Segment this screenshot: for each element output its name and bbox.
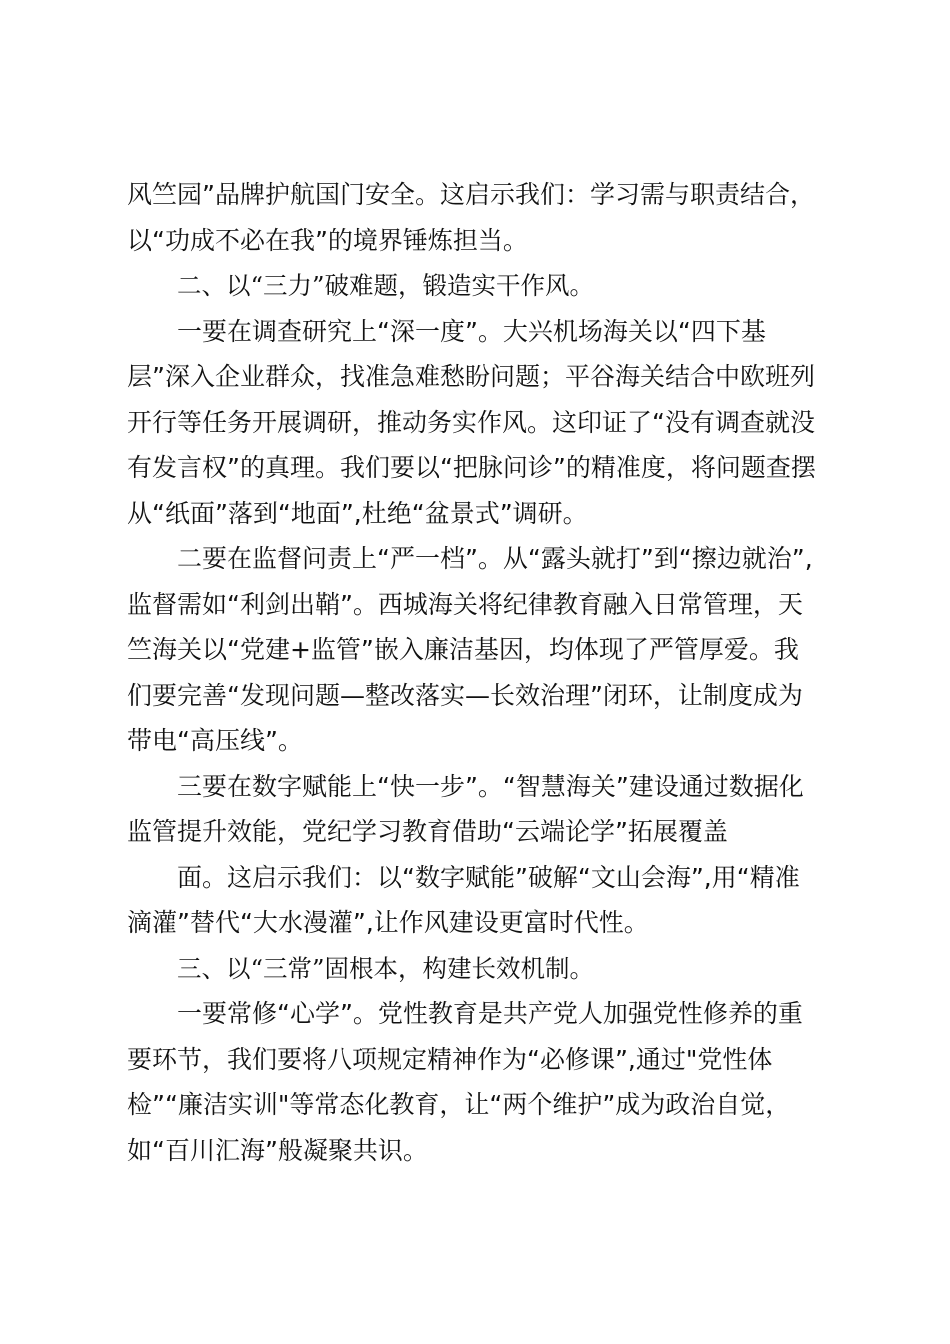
text-line: 监管提升效能，党纪学习教育借助“云端论学”拓展覆盖 xyxy=(127,817,728,846)
text-line: 一要常修“心学”。党性教育是共产党人加强党性修养的重 xyxy=(177,999,803,1028)
document-body xyxy=(127,172,837,1173)
text-line: 滴灌”替代“大水漫灌”,让作风建设更富时代性。 xyxy=(127,908,649,937)
text-line: 要环节，我们要将八项规定精神作为“必修课”,通过"党性体 xyxy=(127,1044,773,1074)
section-heading-line: 三、以“三常”固根本，构建长效机制。 xyxy=(177,953,595,983)
text-line: 从“纸面”落到“地面”,杜绝“盆景式”调研。 xyxy=(127,498,588,528)
section-heading-line: 二、以“三力”破难题，锻造实干作风。 xyxy=(177,271,595,300)
text-line: 面。这启示我们：以“数字赋能”破解“文山会海”,用“精准 xyxy=(177,862,800,892)
text-line: 开行等任务开展调研，推动务实作风。这印证了“没有调查就没 xyxy=(127,407,815,437)
text-line: 监督需如“利剑出鞘”。西城海关将纪律教育融入日常管理，天 xyxy=(127,589,803,619)
text-line: 层”深入企业群众，找准急难愁盼问题；平谷海关结合中欧班列 xyxy=(127,362,815,391)
text-line: 有发言权”的真理。我们要以“把脉问诊”的精准度，将问题查摆 xyxy=(127,453,816,482)
text-line: 三要在数字赋能上“快一步”。“智慧海关”建设通过数据化 xyxy=(177,771,804,801)
text-line: 们要完善“发现问题—整改落实—长效治理”闭环，让制度成为 xyxy=(127,680,803,710)
text-line: 一要在调查研究上“深一度”。大兴机场海关以“四下基 xyxy=(177,316,766,346)
text-line: 竺海关以“党建+监管”嵌入廉洁基因，均体现了严管厚爱。我 xyxy=(127,635,799,664)
text-line: 如“百川汇海”般凝聚共识。 xyxy=(127,1135,428,1165)
text-line: 检”“廉洁实训"等常态化教育，让“两个维护”成为政治自觉， xyxy=(127,1090,791,1119)
text-line: 风竺园”品牌护航国门安全。这启示我们：学习需与职责结合， xyxy=(127,180,815,209)
text-line: 二要在监督问责上“严一档”。从“露头就打”到“擦边就治”, xyxy=(177,544,813,573)
text-line: 带电“高压线”。 xyxy=(127,726,303,755)
text-line: 以“功成不必在我”的境界锤炼担当。 xyxy=(127,225,528,255)
